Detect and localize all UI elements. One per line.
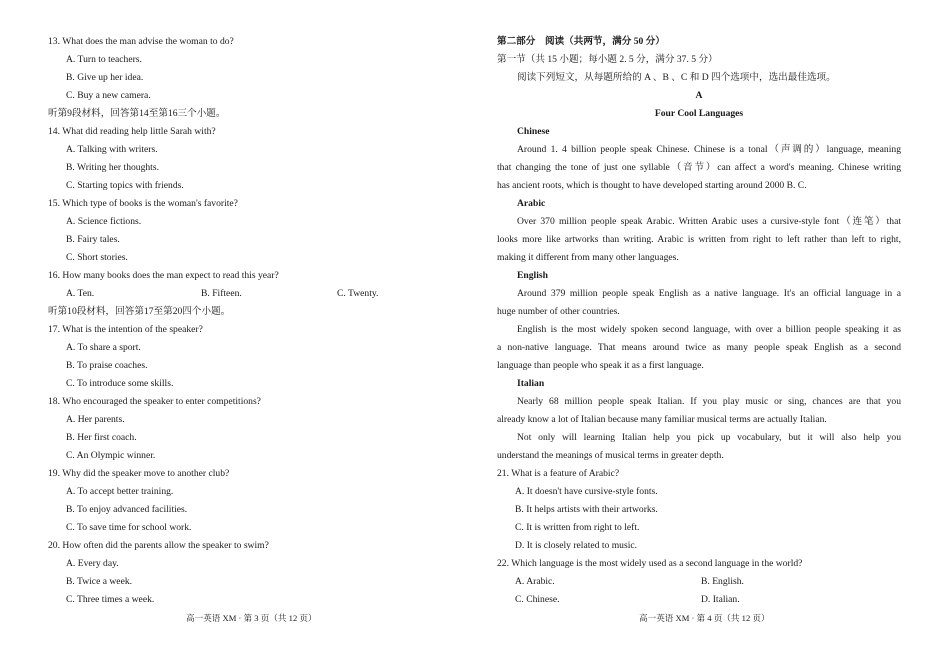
arabic-para-line: looks more like artworks than writing. Arabic is written from right to left rather than left to right, bbox=[497, 234, 901, 245]
arabic-para-line: making it different from many other languages. bbox=[497, 252, 679, 263]
english-para-line: Around 379 million people speak English as a native language. It's an official language in a bbox=[517, 288, 901, 299]
passage-title: Four Cool Languages bbox=[654, 108, 744, 119]
q19-option-b: B. To enjoy advanced facilities. bbox=[66, 504, 188, 515]
english-para-line: huge number of other countries. bbox=[497, 306, 620, 317]
english-para-line: language than people who speak it as a first language. bbox=[497, 360, 704, 371]
heading-english: English bbox=[517, 270, 548, 281]
q22-option-b: B. English. bbox=[701, 576, 744, 587]
q15-option-c: C. Short stories. bbox=[66, 252, 128, 263]
q22-option-c: C. Chinese. bbox=[515, 594, 560, 605]
q20-option-b: B. Twice a week. bbox=[66, 576, 133, 587]
q19-option-c: C. To save time for school work. bbox=[66, 522, 192, 533]
chinese-para-line: has ancient roots, which is thought to have developed starting around 2000 B. C. bbox=[497, 180, 807, 191]
q19-option-a: A. To accept better training. bbox=[66, 486, 174, 497]
chinese-para-line: that changing the tone of just one syllable（音节）can affect a word's meaning. Chinese writing bbox=[497, 162, 901, 173]
right-page bbox=[497, 0, 901, 654]
q13-option-a: A. Turn to teachers. bbox=[66, 54, 142, 65]
passage-letter: A bbox=[695, 90, 703, 101]
italian-para-line: Not only will learning Italian help you pick up vocabulary, but it will also help you bbox=[517, 432, 901, 443]
italian-para-line: Nearly 68 million people speak Italian. If you play music or sing, chances are that you bbox=[517, 396, 901, 407]
q18-option-a: A. Her parents. bbox=[66, 414, 125, 425]
q21-option-c: C. It is written from right to left. bbox=[515, 522, 640, 533]
q17-option-c: C. To introduce some skills. bbox=[66, 378, 174, 389]
question-15-stem: 15. Which type of books is the woman's favorite? bbox=[48, 198, 238, 209]
part-2-title: 第二部分 阅读（共两节，满分 50 分） bbox=[497, 36, 665, 47]
question-21-stem: 21. What is a feature of Arabic? bbox=[497, 468, 620, 479]
q21-option-d: D. It is closely related to music. bbox=[515, 540, 638, 551]
q14-option-a: A. Talking with writers. bbox=[66, 144, 158, 155]
section-1-title: 第一节（共 15 小题；每小题 2. 5 分，满分 37. 5 分） bbox=[497, 54, 718, 65]
question-22-stem: 22. Which language is the most widely used as a second language in the world? bbox=[497, 558, 803, 569]
q22-option-d: D. Italian. bbox=[701, 594, 740, 605]
left-page-footer: 高一英语 XM · 第 3 页（共 12 页） bbox=[186, 613, 317, 623]
italian-para-line: already know a lot of Italian because many familiar musical terms are actually Italian. bbox=[497, 414, 827, 425]
english-para-line: English is the most widely spoken second language, with over a billion people speaking it as bbox=[517, 324, 901, 335]
question-17-stem: 17. What is the intention of the speaker? bbox=[48, 324, 203, 335]
q21-option-b: B. It helps artists with their artworks. bbox=[515, 504, 658, 515]
q15-option-b: B. Fairy tales. bbox=[66, 234, 120, 245]
reading-instruction: 阅读下列短文，从每题所给的 A 、B 、C 和 D 四个选项中，选出最佳选项。 bbox=[517, 72, 836, 83]
question-20-stem: 20. How often did the parents allow the speaker to swim? bbox=[48, 540, 269, 551]
q18-option-c: C. An Olympic winner. bbox=[66, 450, 156, 461]
q14-option-b: B. Writing her thoughts. bbox=[66, 162, 159, 173]
right-page-footer: 高一英语 XM · 第 4 页（共 12 页） bbox=[639, 613, 770, 623]
heading-italian: Italian bbox=[517, 378, 545, 389]
heading-arabic: Arabic bbox=[517, 198, 546, 209]
english-para-line: a non-native language. That means around twice as many people speak English as a second bbox=[497, 342, 901, 353]
q13-option-c: C. Buy a new camera. bbox=[66, 90, 151, 101]
q21-option-a: A. It doesn't have cursive-style fonts. bbox=[515, 486, 658, 497]
q13-option-b: B. Give up her idea. bbox=[66, 72, 144, 83]
q20-option-a: A. Every day. bbox=[66, 558, 119, 569]
q16-option-c: C. Twenty. bbox=[337, 288, 379, 299]
q22-option-a: A. Arabic. bbox=[515, 576, 555, 587]
q16-option-b: B. Fifteen. bbox=[201, 288, 242, 299]
question-19-stem: 19. Why did the speaker move to another club? bbox=[48, 468, 230, 479]
question-18-stem: 18. Who encouraged the speaker to enter competitions? bbox=[48, 396, 261, 407]
segment-9-instruction: 听第9段材料，回答第14至第16三个小题。 bbox=[48, 108, 226, 119]
left-page bbox=[48, 0, 448, 654]
q14-option-c: C. Starting topics with friends. bbox=[66, 180, 184, 191]
q15-option-a: A. Science fictions. bbox=[66, 216, 142, 227]
q20-option-c: C. Three times a week. bbox=[66, 594, 155, 605]
question-14-stem: 14. What did reading help little Sarah with? bbox=[48, 126, 216, 137]
q17-option-b: B. To praise coaches. bbox=[66, 360, 148, 371]
heading-chinese: Chinese bbox=[517, 126, 550, 137]
q16-option-a: A. Ten. bbox=[66, 288, 95, 299]
chinese-para-line: Around 1. 4 billion people speak Chinese. Chinese is a tonal（声调的）language, meaning bbox=[517, 144, 901, 155]
question-13-stem: 13. What does the man advise the woman to do? bbox=[48, 36, 234, 47]
q18-option-b: B. Her first coach. bbox=[66, 432, 137, 443]
q17-option-a: A. To share a sport. bbox=[66, 342, 141, 353]
segment-10-instruction: 听第10段材料，回答第17至第20四个小题。 bbox=[48, 306, 231, 317]
question-16-stem: 16. How many books does the man expect to read this year? bbox=[48, 270, 279, 281]
arabic-para-line: Over 370 million people speak Arabic. Written Arabic uses a cursive-style font（连笔）that bbox=[517, 216, 901, 227]
italian-para-line: understand the meanings of musical terms in greater depth. bbox=[497, 450, 724, 461]
